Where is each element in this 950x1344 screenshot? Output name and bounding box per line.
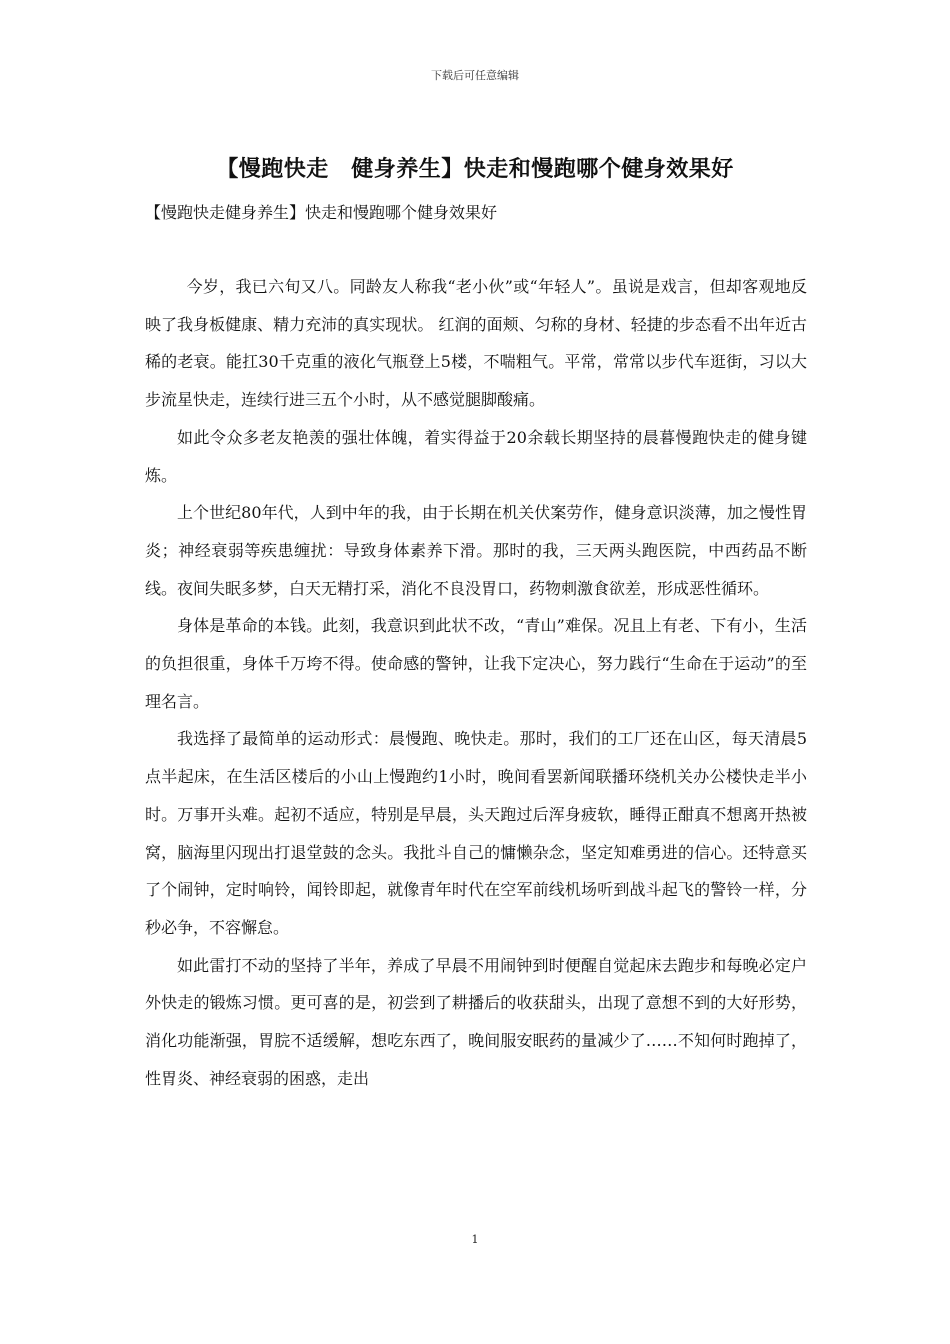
page-number: 1 [471,1233,479,1246]
paragraph: 上个世纪80年代，人到中年的我，由于长期在机关伏案劳作，健身意识淡薄，加之慢性胃炎；神经衰弱等疾患缠扰：导致身体素养下滑。那时的我，三天两头跑医院，中西药品不断线。夜间失眠多梦，白天无精打采，消化不良没胃口，药物刺激食欲差，形成恶性循环。 [145,503,807,598]
document-body [145,268,807,1097]
paragraph: 如此雷打不动的坚持了半年，养成了早晨不用闹钟到时便醒自觉起床去跑步和每晚必定户外快走的锻炼习惯。更可喜的是，初尝到了耕播后的收获甜头，出现了意想不到的大好形势，消化功能渐强，胃脘不适缓解，想吃东西了，晚间服安眠药的量减少了……不知何时跑掉了，性胃炎、神经衰弱的困惑，走出 [145,955,807,1088]
paragraph: 今岁，我已六旬又八。同龄友人称我“老小伙”或“年轻人”。虽说是戏言，但却客观地反映了我身板健康、精力充沛的真实现状。 红润的面颊、匀称的身材、轻捷的步态看不出年近古稀的老衰。能扛30千克重的液化气瓶登上5楼，不喘粗气。平常，常常以步代车逛街，习以大步流星快走，连续行进三五个小时，从不感觉腿脚酸痛。 [145,277,807,410]
header-note: 下载后可任意编辑 [431,69,519,82]
paragraph: 如此令众多老友艳羡的强壮体魄，着实得益于20余载长期坚持的晨暮慢跑快走的健身键炼。 [145,427,807,485]
paragraph: 身体是革命的本钱。此刻，我意识到此状不改，“青山”难保。况且上有老、下有小，生活的负担很重，身体千万垮不得。使命感的警钟，让我下定决心，努力践行“生命在于运动”的至理名言。 [145,616,807,711]
document-title: 【慢跑快走 健身养生】快走和慢跑哪个健身效果好 [216,157,734,182]
paragraph: 我选择了最简单的运动形式：晨慢跑、晚快走。那时，我们的工厂还在山区，每天清晨5点半起床，在生活区楼后的小山上慢跑约1小时，晚间看罢新闻联播环绕机关办公楼快走半小时。万事开头难。起初不适应，特别是早晨，头天跑过后浑身疲软，睡得正酣真不想离开热被窝，脑海里闪现出打退堂鼓的念头。我批斗自己的慵懒杂念，坚定知难勇进的信心。还特意买了个闹钟，定时响铃，闻铃即起，就像青年时代在空军前线机场听到战斗起飞的警铃一样，分秒必争，不容懈怠。 [145,729,807,937]
document-subtitle: 【慢跑快走健身养生】快走和慢跑哪个健身效果好 [145,203,498,222]
